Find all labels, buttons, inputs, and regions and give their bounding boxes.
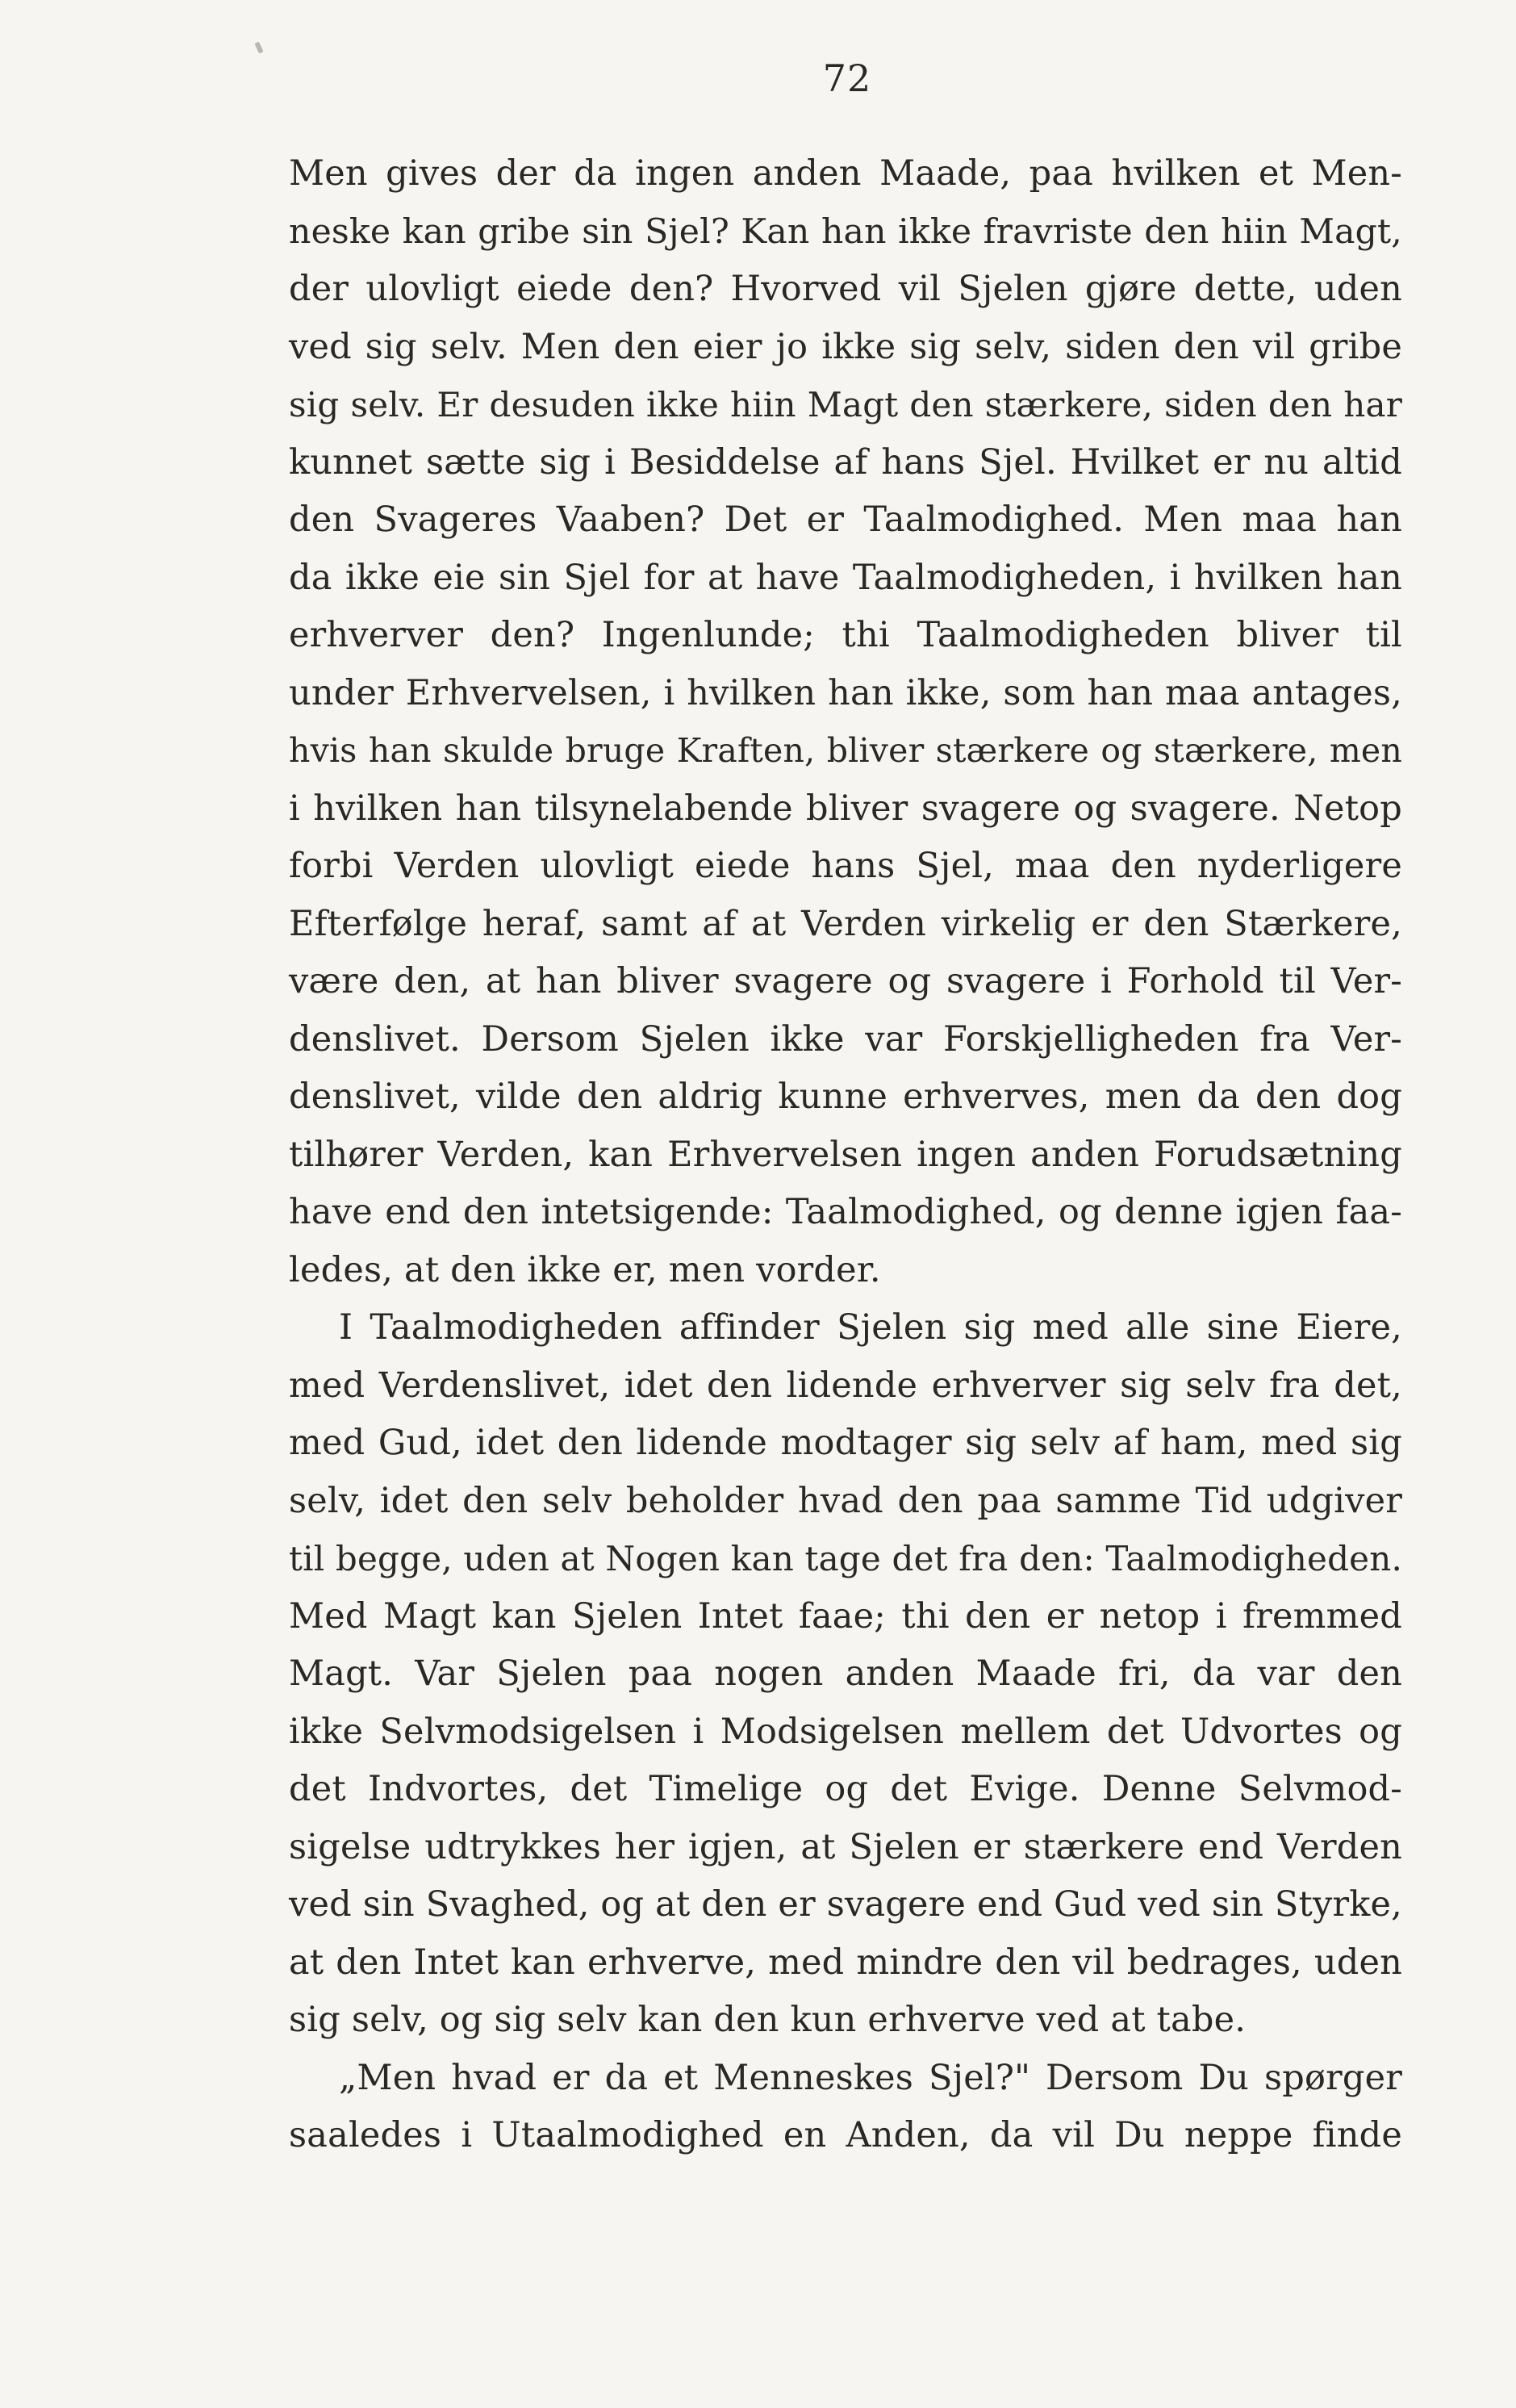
- text-line: I Taalmodigheden affinder Sjelen sig med alle sine Eiere,: [339, 1307, 1402, 1348]
- text-line: neske kan gribe sin Sjel? Kan han ikke fravriste den hiin Magt,: [289, 211, 1402, 252]
- text-line: sig selv. Er desuden ikke hiin Magt den stærkere, siden den har: [289, 385, 1402, 424]
- text-line: Med Magt kan Sjelen Intet faae; thi den er netop i fremmed: [289, 1595, 1402, 1637]
- text-line: da ikke eie sin Sjel for at have Taalmodigheden, i hvilken han: [289, 557, 1402, 598]
- body-text: [289, 145, 1402, 2165]
- text-line: kunnet sætte sig i Besiddelse af hans Sjel. Hvilket er nu altid: [289, 441, 1402, 483]
- text-line: til begge, uden at Nogen kan tage det fra den: Taalmodigheden.: [289, 1539, 1403, 1578]
- text-line: med Verdenslivet, idet den lidende erhverver sig selv fra det,: [289, 1365, 1402, 1406]
- text-line: ved sig selv. Men den eier jo ikke sig selv, siden den vil gribe: [289, 326, 1402, 367]
- text-line: det Indvortes, det Timelige og det Evige. Denne Selvmod-: [289, 1769, 1402, 1809]
- text-line: i hvilken han tilsynelabende bliver svagere og svagere. Netop: [289, 788, 1402, 829]
- text-line: Men gives der da ingen anden Maade, paa hvilken et Men-: [289, 153, 1402, 194]
- text-line: være den, at han bliver svagere og svagere i Forhold til Ver-: [289, 961, 1402, 1001]
- text-line: sig selv, og sig selv kan den kun erhverve ved at tabe.: [289, 2000, 1247, 2040]
- text-line: der ulovligt eiede den? Hvorved vil Sjelen gjøre dette, uden: [289, 269, 1402, 309]
- text-line: hvis han skulde bruge Kraften, bliver stærkere og stærkere, men: [289, 731, 1402, 770]
- text-line: have end den intetsigende: Taalmodighed, og denne igjen faa-: [289, 1192, 1402, 1232]
- page-number: 72: [822, 56, 872, 100]
- scan-mark: [254, 41, 263, 53]
- text-line: erhverver den? Ingenlunde; thi Taalmodigheden bliver til: [289, 615, 1402, 655]
- text-line: „Men hvad er da et Menneskes Sjel?" Dersom Du spørger: [339, 2057, 1402, 2098]
- text-line: sigelse udtrykkes her igjen, at Sjelen er stærkere end Verden: [289, 1826, 1402, 1867]
- text-line: selv, idet den selv beholder hvad den paa samme Tid udgiver: [289, 1480, 1402, 1521]
- text-line: denslivet, vilde den aldrig kunne erhverves, men da den dog: [289, 1076, 1402, 1117]
- text-line: tilhører Verden, kan Erhvervelsen ingen anden Forudsætning: [289, 1134, 1402, 1175]
- text-line: under Erhvervelsen, i hvilken han ikke, som han maa antages,: [289, 672, 1402, 713]
- text-line: ikke Selvmodsigelsen i Modsigelsen mellem det Udvortes og: [289, 1711, 1402, 1752]
- text-line: Magt. Var Sjelen paa nogen anden Maade fri, da var den: [289, 1653, 1402, 1694]
- text-line: forbi Verden ulovligt eiede hans Sjel, maa den nyderligere: [289, 846, 1402, 886]
- text-line: den Svageres Vaaben? Det er Taalmodighed. Men maa han: [289, 500, 1402, 540]
- text-line: Efterfølge heraf, samt af at Verden virkelig er den Stærkere,: [289, 903, 1402, 944]
- text-line: at den Intet kan erhverve, med mindre den vil bedrages, uden: [289, 1942, 1402, 1983]
- text-line: denslivet. Dersom Sjelen ikke var Forskjelligheden fra Ver-: [289, 1018, 1402, 1060]
- text-line: ledes, at den ikke er, men vorder.: [289, 1249, 881, 1290]
- text-line: med Gud, idet den lidende modtager sig selv af ham, med sig: [289, 1423, 1402, 1463]
- text-line: ved sin Svaghed, og at den er svagere end Gud ved sin Styrke,: [289, 1884, 1402, 1925]
- text-line: saaledes i Utaalmodighed en Anden, da vil Du neppe finde: [289, 2115, 1402, 2155]
